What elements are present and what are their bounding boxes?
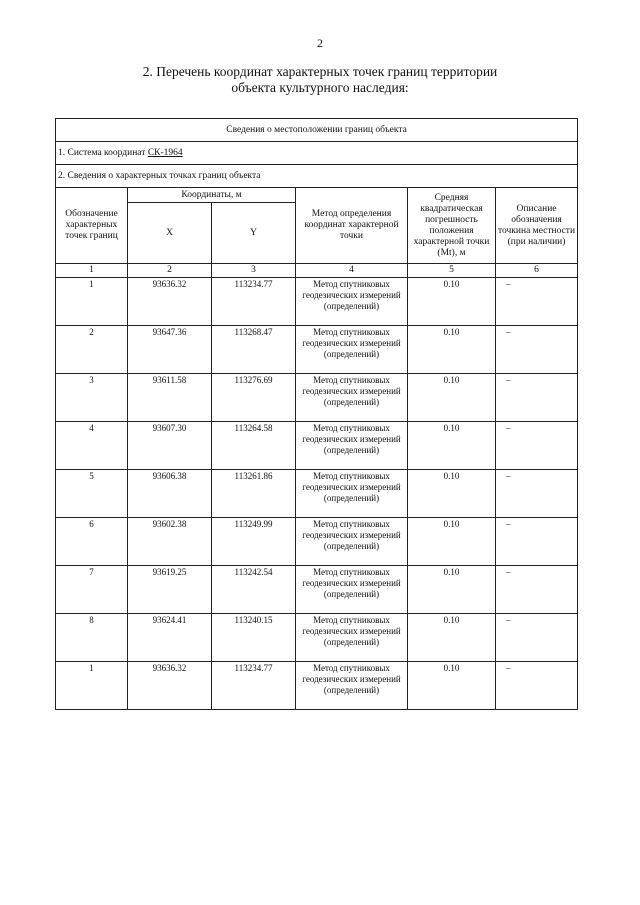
cell-x: 93619.25 bbox=[128, 566, 212, 614]
column-number: 6 bbox=[496, 264, 578, 278]
cell-description: – bbox=[496, 566, 578, 614]
cell-x: 93636.32 bbox=[128, 278, 212, 326]
cell-point: 2 bbox=[56, 326, 128, 374]
cell-method: Метод спутниковых геодезических измерений (определений) bbox=[296, 326, 408, 374]
coordinate-system bbox=[56, 142, 578, 165]
header-designation: Обозначение характерных точек границ bbox=[56, 188, 128, 264]
cell-method: Метод спутниковых геодезических измерений (определений) bbox=[296, 278, 408, 326]
header-description: Описание обозначения точкина местности (при наличии) bbox=[496, 188, 578, 264]
column-number: 5 bbox=[408, 264, 496, 278]
cell-description: – bbox=[496, 470, 578, 518]
cell-x: 93647.36 bbox=[128, 326, 212, 374]
cell-error: 0.10 bbox=[408, 278, 496, 326]
table-row bbox=[56, 566, 578, 614]
column-number: 3 bbox=[212, 264, 296, 278]
cell-error: 0.10 bbox=[408, 374, 496, 422]
cell-method: Метод спутниковых геодезических измерений (определений) bbox=[296, 662, 408, 710]
cell-description: – bbox=[496, 614, 578, 662]
cell-point: 3 bbox=[56, 374, 128, 422]
cell-method: Метод спутниковых геодезических измерений (определений) bbox=[296, 374, 408, 422]
cell-point: 1 bbox=[56, 278, 128, 326]
cell-y: 113234.77 bbox=[212, 278, 296, 326]
column-number: 1 bbox=[56, 264, 128, 278]
table-row bbox=[56, 326, 578, 374]
column-number-row bbox=[56, 264, 578, 278]
boundary-coordinates-table bbox=[55, 118, 578, 710]
cell-point: 6 bbox=[56, 518, 128, 566]
cell-x: 93636.32 bbox=[128, 662, 212, 710]
cell-point: 1 bbox=[56, 662, 128, 710]
cell-point: 5 bbox=[56, 470, 128, 518]
table-title: Сведения о местоположении границ объекта bbox=[56, 119, 578, 142]
cell-point: 8 bbox=[56, 614, 128, 662]
heading-line-2: объекта культурного наследия: bbox=[231, 80, 409, 95]
cell-point: 4 bbox=[56, 422, 128, 470]
cell-error: 0.10 bbox=[408, 518, 496, 566]
cell-x: 93611.58 bbox=[128, 374, 212, 422]
cell-y: 113276.69 bbox=[212, 374, 296, 422]
cell-method: Метод спутниковых геодезических измерений (определений) bbox=[296, 470, 408, 518]
table-row bbox=[56, 422, 578, 470]
cell-error: 0.10 bbox=[408, 326, 496, 374]
cell-y: 113249.99 bbox=[212, 518, 296, 566]
table-row bbox=[56, 614, 578, 662]
column-number: 2 bbox=[128, 264, 212, 278]
table-row bbox=[56, 374, 578, 422]
table-row bbox=[56, 470, 578, 518]
coordinate-system-label: 1. Система координат bbox=[58, 147, 148, 158]
cell-y: 113234.77 bbox=[212, 662, 296, 710]
cell-method: Метод спутниковых геодезических измерений (определений) bbox=[296, 518, 408, 566]
cell-method: Метод спутниковых геодезических измерений (определений) bbox=[296, 566, 408, 614]
cell-error: 0.10 bbox=[408, 470, 496, 518]
cell-error: 0.10 bbox=[408, 566, 496, 614]
cell-description: – bbox=[496, 662, 578, 710]
coordinate-system-value: СК-1964 bbox=[147, 147, 183, 158]
header-y: Y bbox=[212, 203, 296, 264]
cell-x: 93606.38 bbox=[128, 470, 212, 518]
cell-error: 0.10 bbox=[408, 614, 496, 662]
cell-x: 93607.30 bbox=[128, 422, 212, 470]
cell-description: – bbox=[496, 326, 578, 374]
table-row bbox=[56, 662, 578, 710]
cell-error: 0.10 bbox=[408, 662, 496, 710]
table-row bbox=[56, 518, 578, 566]
cell-x: 93602.38 bbox=[128, 518, 212, 566]
cell-description: – bbox=[496, 374, 578, 422]
cell-y: 113240.15 bbox=[212, 614, 296, 662]
cell-y: 113268.47 bbox=[212, 326, 296, 374]
cell-description: – bbox=[496, 278, 578, 326]
points-section-title: 2. Сведения о характерных точках границ объекта bbox=[56, 165, 578, 188]
cell-y: 113264.58 bbox=[212, 422, 296, 470]
cell-y: 113261.86 bbox=[212, 470, 296, 518]
cell-y: 113242.54 bbox=[212, 566, 296, 614]
cell-description: – bbox=[496, 422, 578, 470]
cell-error: 0.10 bbox=[408, 422, 496, 470]
header-error: Средняя квадратическая погрешность положения характерной точки (Mt), м bbox=[408, 188, 496, 264]
cell-method: Метод спутниковых геодезических измерений (определений) bbox=[296, 422, 408, 470]
header-method: Метод определения координат характерной точки bbox=[296, 188, 408, 264]
page-number: 2 bbox=[317, 36, 323, 50]
header-coordinates: Координаты, м bbox=[128, 188, 296, 203]
cell-description: – bbox=[496, 518, 578, 566]
column-number: 4 bbox=[296, 264, 408, 278]
document-heading bbox=[100, 64, 540, 96]
cell-method: Метод спутниковых геодезических измерений (определений) bbox=[296, 614, 408, 662]
table-row bbox=[56, 278, 578, 326]
header-x: X bbox=[128, 203, 212, 264]
cell-x: 93624.41 bbox=[128, 614, 212, 662]
cell-point: 7 bbox=[56, 566, 128, 614]
heading-line-1: 2. Перечень координат характерных точек границ территории bbox=[142, 64, 498, 79]
